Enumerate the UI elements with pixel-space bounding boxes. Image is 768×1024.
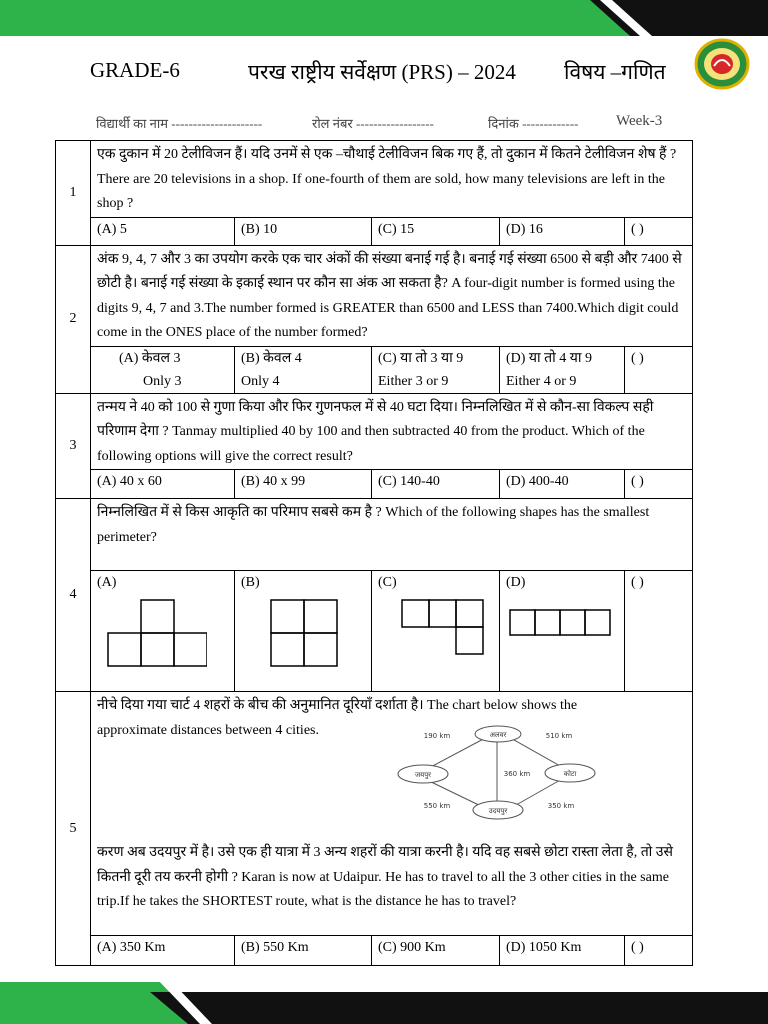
question-number: 1 — [56, 141, 91, 246]
top-green-band — [0, 0, 768, 36]
city-jaipur: जयपुर — [414, 771, 432, 779]
option-a[interactable] — [91, 571, 235, 692]
answer-box[interactable]: ( ) — [625, 470, 693, 499]
option-a[interactable]: (A) 350 Km — [91, 936, 235, 966]
option-b[interactable]: (B) 40 x 99 — [235, 470, 372, 499]
option-hindi: (C) या तो 3 या 9 — [378, 350, 464, 366]
answer-box[interactable]: ( ) — [625, 571, 693, 692]
student-name-field[interactable]: विद्यार्थी का नाम --------------------- — [96, 116, 263, 131]
option-label: (C) — [378, 575, 397, 590]
week-label: Week-3 — [616, 113, 663, 129]
shape-d-figure — [506, 598, 616, 670]
question-text-top: नीचे दिया गया चार्ट 4 शहरों के बीच की अनुमानित दूरियाँ दर्शाता है। The chart below shows the approximate distances between 4 cities. — [97, 698, 578, 738]
option-d[interactable]: (D) 400-40 — [500, 470, 625, 499]
question-text: अंक 9, 4, 7 और 3 का उपयोग करके एक चार अंकों की संख्या बनाई गई है। बनाई गई संख्या 6500 से बड़ी और 7400 से छोटी है। बनाई गई संख्या के इकाई स्थान पर कौन सा अंक आ सकता है? A four-digit number is formed using the digits 9, 4, 7 and 3.The number formed is GREATER than 6500 and LESS than 7400.Which digit could come in the ONES place of the number formed? — [91, 245, 693, 346]
distance-jaipur-udaipur: 550 km — [423, 802, 451, 810]
shape-c-figure — [378, 598, 488, 670]
answer-box[interactable]: ( ) — [625, 217, 693, 245]
option-c[interactable]: (C) 900 Km — [372, 936, 500, 966]
grade-label: GRADE-6 — [90, 58, 180, 82]
question-number: 2 — [56, 245, 91, 393]
option-d[interactable] — [500, 346, 625, 393]
roll-number-field[interactable]: रोल नंबर ------------------ — [312, 116, 434, 131]
student-info-line — [96, 114, 676, 134]
city-alwar: अलवर — [489, 731, 507, 739]
question-text: एक दुकान में 20 टेलीविजन हैं। यदि उनमें से एक –चौथाई टेलीविजन बिक गए हैं, तो दुकान में कितने टेलीविजन शेष हैं ? There are 20 televisions in a shop. If one-fourth of them are sold, how many televisions are left in the shop ? — [91, 141, 693, 218]
option-c[interactable]: (C) 15 — [372, 217, 500, 245]
option-d[interactable] — [500, 571, 625, 692]
answer-box[interactable]: ( ) — [625, 346, 693, 393]
option-english: Only 3 — [143, 373, 182, 389]
question-table — [55, 140, 693, 966]
city-udaipur: उदयपुर — [488, 807, 508, 815]
page-header — [90, 58, 690, 92]
option-c[interactable] — [372, 346, 500, 393]
city-kota: कोटा — [563, 770, 577, 778]
question-text-bottom: करण अब उदयपुर में है। उसे एक ही यात्रा में 3 अन्य शहरों की यात्रा करनी है। यदि वह सबसे छोटा रास्ता लेता है, तो उसे कितनी दूरी तय करनी होगी ? Karan is now at Udaipur. He has to travel to all the 3 other cities in the same trip.If he takes the SHORTEST route, what is the distance he has to travel? — [97, 845, 673, 909]
option-a[interactable]: (A) 40 x 60 — [91, 470, 235, 499]
option-english: Only 4 — [241, 373, 280, 389]
option-english: Either 4 or 9 — [506, 373, 577, 389]
question-number: 4 — [56, 499, 91, 692]
option-english: Either 3 or 9 — [378, 373, 449, 389]
option-hindi: (B) केवल 4 — [241, 350, 302, 366]
option-d[interactable]: (D) 16 — [500, 217, 625, 245]
question-cell — [91, 692, 693, 936]
option-a[interactable]: (A) 5 — [91, 217, 235, 245]
option-hindi: (D) या तो 4 या 9 — [506, 350, 593, 366]
board-logo-icon — [694, 38, 750, 90]
question-number: 5 — [56, 692, 91, 966]
option-b[interactable] — [235, 346, 372, 393]
distance-alwar-jaipur: 190 km — [423, 732, 451, 740]
distance-chart — [397, 724, 607, 824]
option-c[interactable] — [372, 571, 500, 692]
option-label: (A) — [97, 575, 117, 590]
question-text: निम्नलिखित में से किस आकृति का परिमाप सबसे कम है ? Which of the following shapes has the smallest perimeter? — [91, 499, 693, 571]
answer-box[interactable]: ( ) — [625, 936, 693, 966]
date-field[interactable]: दिनांक ------------- — [488, 116, 579, 131]
distance-alwar-kota: 510 km — [545, 732, 573, 740]
survey-title: परख राष्ट्रीय सर्वेक्षण (PRS) – 2024 — [248, 60, 516, 84]
distance-alwar-udaipur: 360 km — [503, 770, 531, 778]
question-text: तन्मय ने 40 को 100 से गुणा किया और फिर गुणनफल में से 40 घटा दिया। निम्नलिखित में से कौन-सा विकल्प सही परिणाम देगा ? Tanmay multiplied 40 by 100 and then subtracted 40 from the product. Which of the following options will give the correct result? — [91, 393, 693, 470]
bottom-green-band — [0, 964, 768, 1024]
option-d[interactable]: (D) 1050 Km — [500, 936, 625, 966]
option-label: (D) — [506, 575, 526, 590]
option-c[interactable]: (C) 140-40 — [372, 470, 500, 499]
option-label: (B) — [241, 575, 260, 590]
option-a[interactable] — [91, 346, 235, 393]
option-b[interactable]: (B) 550 Km — [235, 936, 372, 966]
question-number: 3 — [56, 393, 91, 499]
option-hindi: (A) केवल 3 — [119, 350, 181, 366]
distance-kota-udaipur: 350 km — [547, 802, 575, 810]
option-b[interactable] — [235, 571, 372, 692]
shape-a-figure — [97, 598, 207, 670]
subject-label: विषय –गणित — [564, 60, 666, 84]
option-b[interactable]: (B) 10 — [235, 217, 372, 245]
shape-b-figure — [241, 598, 351, 670]
